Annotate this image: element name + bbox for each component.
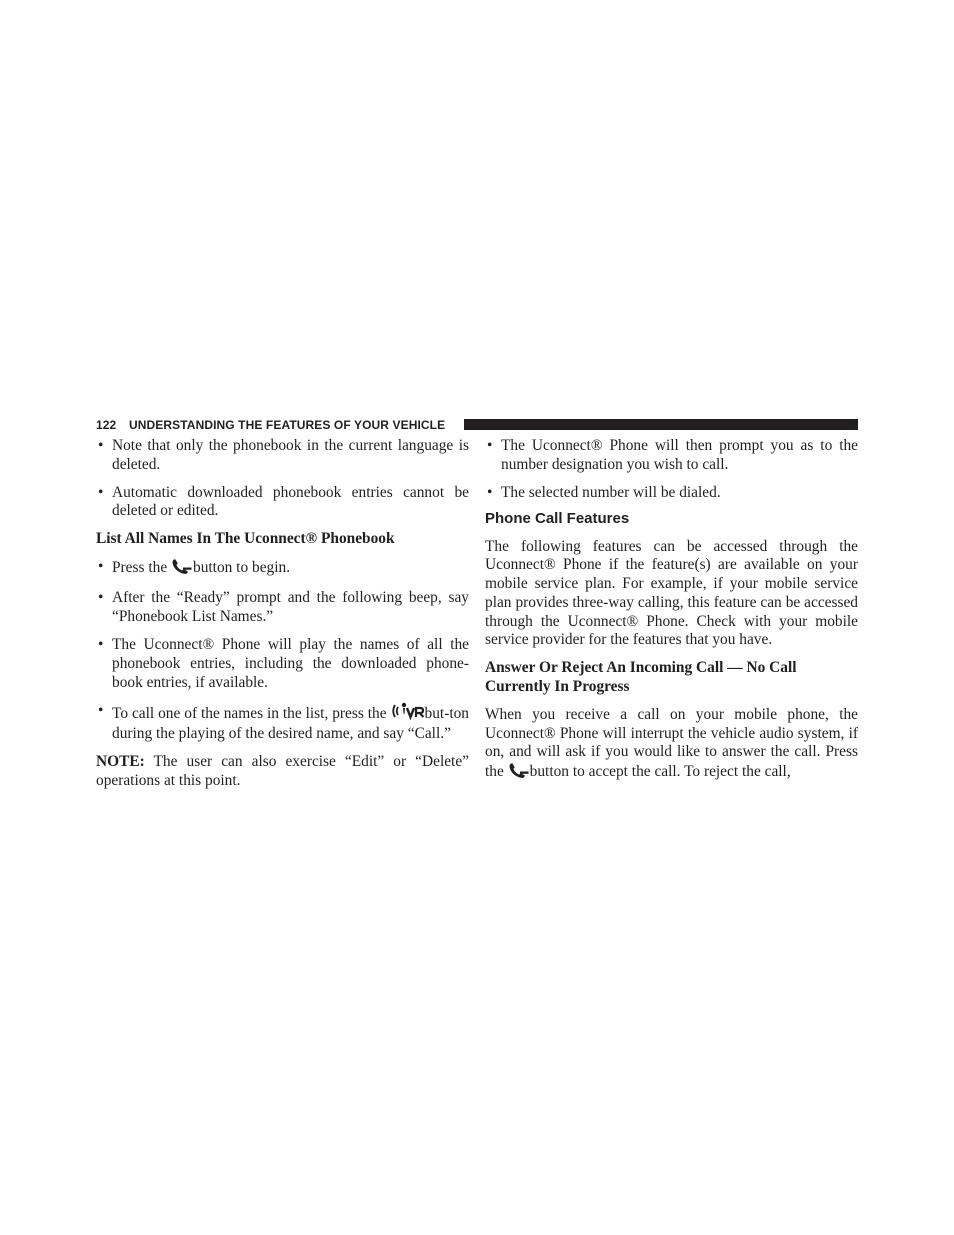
voice-recognition-icon xyxy=(391,702,425,726)
list-item xyxy=(96,636,469,692)
answer-text-before: When you receive a call on your mobile phone, the Uconnect® Phone will interrupt the vehicle audio system, if on, and will ask if you would like to answer the call. Press the xyxy=(485,705,858,781)
bullet: • xyxy=(98,636,104,654)
bullet: • xyxy=(98,558,104,576)
bullet: • xyxy=(487,483,493,501)
phone-icon xyxy=(508,762,530,784)
bullet-text: Note that only the phonebook in the current language is deleted. xyxy=(112,437,469,473)
note-paragraph xyxy=(96,753,469,790)
page-number: 122 xyxy=(96,418,117,432)
list-item xyxy=(96,558,469,580)
list-item xyxy=(96,702,469,744)
list-item xyxy=(485,484,858,503)
bullet: • xyxy=(98,701,104,719)
to-call-text-after: but-ton during the playing of the desired name, and say “Call.” xyxy=(112,704,469,743)
list-item xyxy=(96,437,469,474)
list-item xyxy=(96,589,469,626)
phonebook-subheading: List All Names In The Uconnect® Phonebook xyxy=(96,530,395,548)
bullet-text: The Uconnect® Phone will then prompt you as to the number designation you wish to call. xyxy=(501,437,858,473)
note-text: The user can also exercise “Edit” or “Delete” operations at this point. xyxy=(96,753,469,789)
bullet-text: After the “Ready” prompt and the following beep, say “Phonebook List Names.” xyxy=(112,589,469,626)
press-text-after: button to begin. xyxy=(193,559,291,577)
note-label: NOTE: xyxy=(96,753,145,771)
bullet-text: Automatic downloaded phonebook entries cannot be deleted or edited. xyxy=(112,483,469,520)
list-item xyxy=(485,437,858,474)
list-item xyxy=(96,484,469,521)
to-call-text-before: To call one of the names in the list, press the xyxy=(112,704,391,722)
answer-paragraph xyxy=(485,706,858,784)
section-title: UNDERSTANDING THE FEATURES OF YOUR VEHICLE xyxy=(129,418,446,432)
right-column xyxy=(485,437,858,793)
bullet: • xyxy=(98,437,104,454)
press-text-before: Press the xyxy=(112,559,171,577)
features-paragraph: The following features can be accessed through the Uconnect® Phone if the feature(s) are available on your mobile service plan. For example, if your mobile service plan provides three-way calling, this feature can be accessed through the Uconnect® Phone. Check with your mobile service provider for the features that you have. xyxy=(485,537,858,649)
page-header xyxy=(96,416,858,434)
header-bar xyxy=(464,419,858,430)
bullet: • xyxy=(487,437,493,454)
bullet: • xyxy=(98,589,104,607)
bullet: • xyxy=(98,483,104,501)
bullet-text: The Uconnect® Phone will play the names of all the phonebook entries, including the downloaded phone-book entries, if available. xyxy=(112,636,469,691)
answer-reject-subheading: Answer Or Reject An Incoming Call — No Call Currently In Progress xyxy=(485,659,797,695)
bullet-text: The selected number will be dialed. xyxy=(501,483,721,501)
phone-call-features-heading: Phone Call Features xyxy=(485,509,630,527)
left-column xyxy=(96,437,469,800)
phone-icon xyxy=(171,558,193,580)
answer-text-after: button to accept the call. To reject the call, xyxy=(529,763,791,781)
